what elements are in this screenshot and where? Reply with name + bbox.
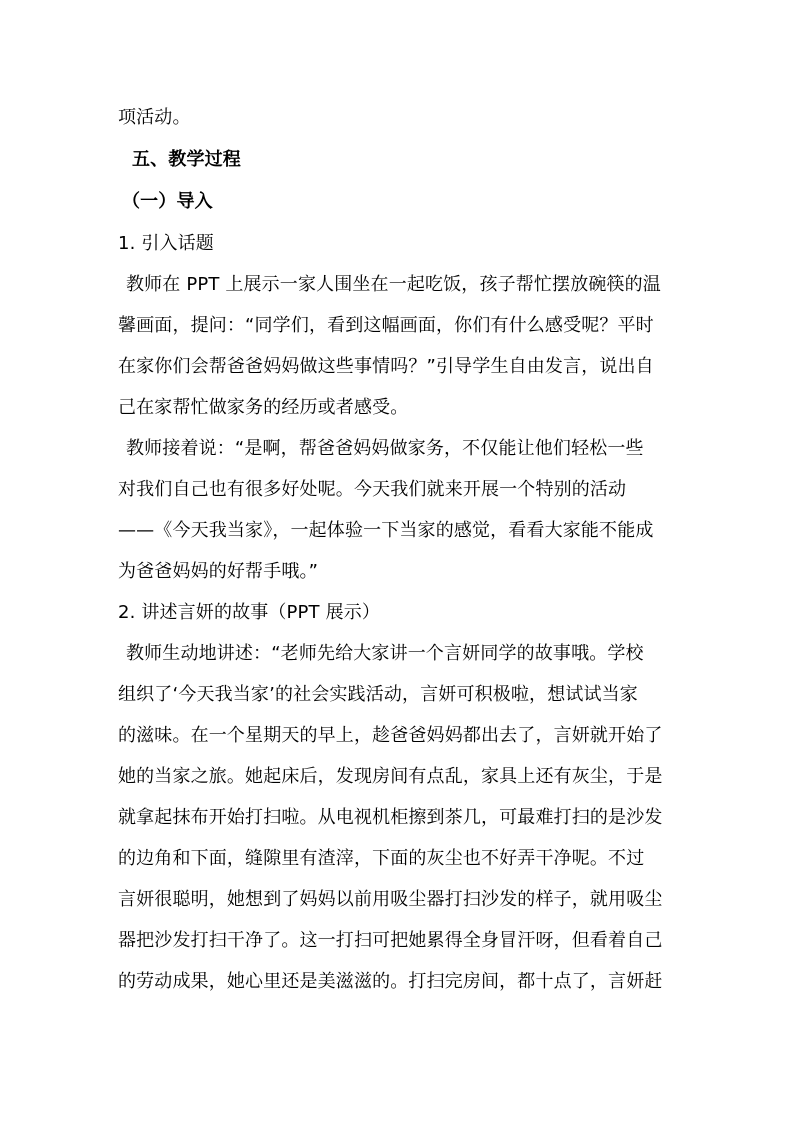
paragraph-line: 的滋味。在一个星期天的早上，趁爸爸妈妈都出去了，言妍就开始了 — [118, 725, 663, 746]
text-line: 项活动。 — [118, 107, 191, 128]
paragraph-line: 言妍很聪明，她想到了妈妈以前用吸尘器打扫沙发的样子，就用吸尘 — [118, 889, 663, 910]
paragraph-line: 己在家帮忙做家务的经历或者感受。 — [118, 397, 409, 418]
paragraph-line: 馨画面，提问：“同学们，看到这幅画面，你们有什么感受呢？平时 — [118, 315, 654, 336]
paragraph-line: 的边角和下面，缝隙里有渣滓，下面的灰尘也不好弄干净呢。不过 — [118, 848, 645, 869]
paragraph-line: 器把沙发打扫干净了。这一打扫可把她累得全身冒汗呀，但看着自己 — [118, 930, 663, 951]
paragraph-line: 组织了‘今天我当家’的社会实践活动，言妍可积极啦，想试试当家 — [118, 684, 638, 705]
paragraph-line: 的劳动成果，她心里还是美滋滋的。打扫完房间，都十点了，言妍赶 — [118, 971, 663, 992]
paragraph-line: 在家你们会帮爸爸妈妈做这些事情吗？”引导学生自由发言，说出自 — [118, 356, 654, 377]
paragraph-line: ——《今天我当家》，一起体验一下当家的感觉，看看大家能不能成 — [118, 520, 654, 541]
paragraph-line: 为爸爸妈妈的好帮手哦。” — [118, 561, 319, 582]
paragraph-line: 教师接着说：“是啊，帮爸爸妈妈做家务，不仅能让他们轻松一些 — [126, 438, 644, 459]
paragraph-line: 她的当家之旅。她起床后，发现房间有点乱，家具上还有灰尘，于是 — [118, 766, 663, 787]
paragraph-line: 教师生动地讲述：“老师先给大家讲一个言妍同学的故事哦。学校 — [126, 643, 644, 664]
numbered-heading: 1. 引入话题 — [118, 233, 214, 254]
paragraph-line: 教师在 PPT 上展示一家人围坐在一起吃饭，孩子帮忙摆放碗筷的温 — [126, 274, 661, 295]
paragraph-line: 就拿起抹布开始打扫啦。从电视机柜擦到茶几，可最难打扫的是沙发 — [118, 807, 663, 828]
section-heading: 五、教学过程 — [132, 149, 241, 170]
subsection-heading: （一）导入 — [122, 191, 213, 212]
paragraph-line: 对我们自己也有很多好处呢。今天我们就来开展一个特别的活动 — [118, 479, 627, 500]
numbered-heading: 2. 讲述言妍的故事（PPT 展示） — [118, 602, 381, 623]
